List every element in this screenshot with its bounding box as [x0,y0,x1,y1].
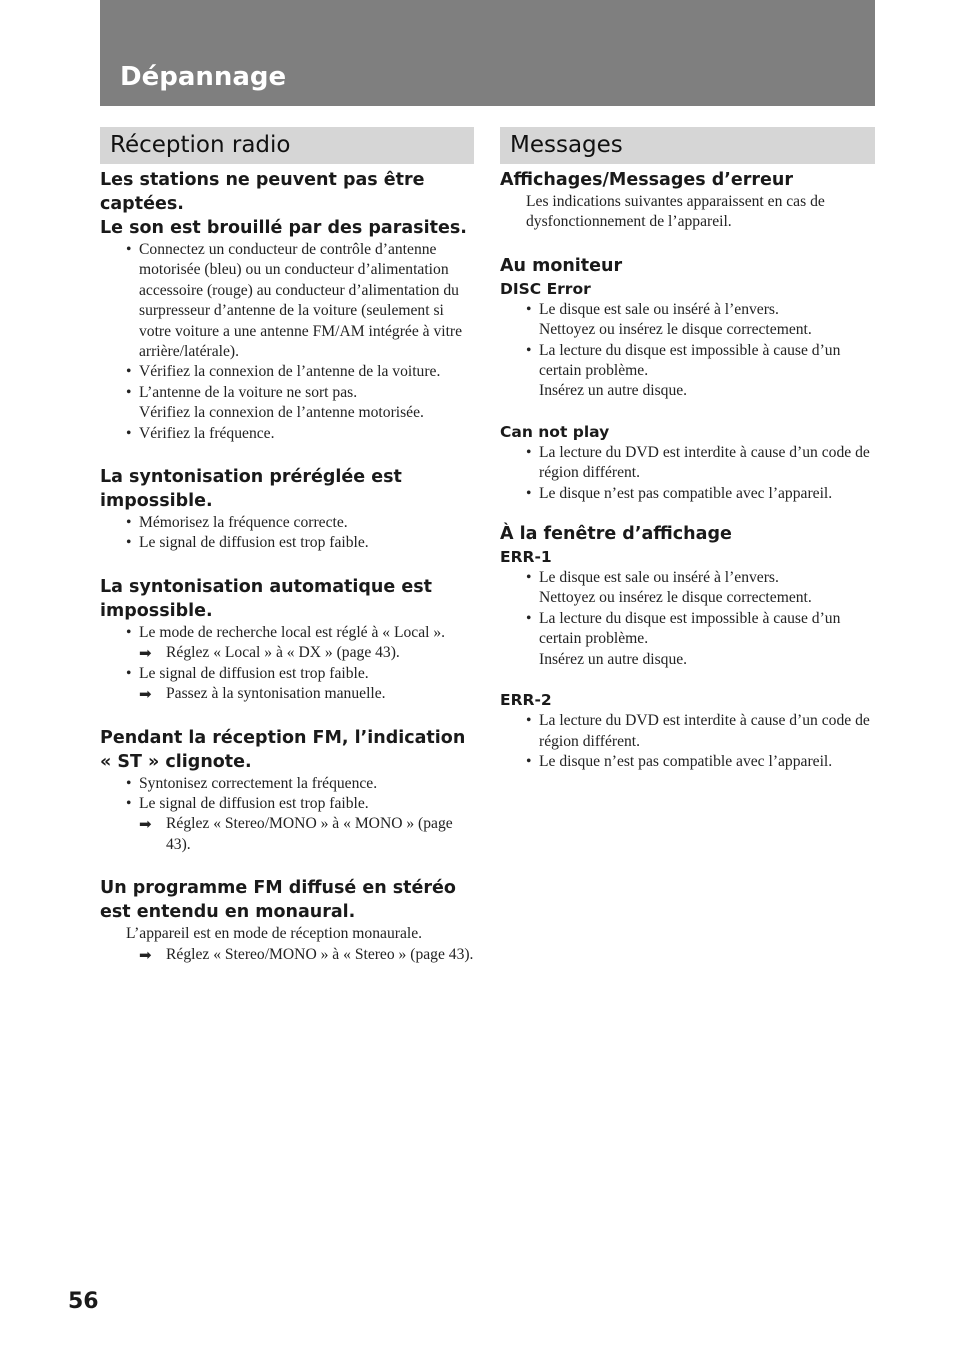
list-item: • La lecture du DVD est interdite à cause d’un code de région différent. [526,443,875,484]
action-text: Passez à la syntonisation manuelle. [166,685,386,703]
cause-text: L’appareil est en mode de réception monaurale. [126,925,423,943]
solution-list [100,774,474,856]
message-label: ERR-1 [500,548,552,567]
subsection-heading: Au moniteur [500,255,623,276]
problem-automatic-tuning [100,575,474,705]
list-item [126,383,474,424]
intro-text: Les indications suivantes apparaissent en cas de dysfonctionnement de l’appareil. [526,193,825,231]
list-item: • Vérifiez la fréquence. [126,424,474,444]
action-line [139,814,474,855]
list-item-text: • Le mode de recherche local est réglé à « Local ». [139,623,446,641]
list-item-text: Vérifiez la connexion de l’antenne motorisée. [139,404,424,422]
right-arrow-icon: ➡ [139,945,152,964]
action-text: Réglez « Stereo/MONO » à « MONO » (page 43). [166,815,453,853]
list-item: • Syntonisez correctement la fréquence. [126,774,474,794]
list-item: • Le signal de diffusion est trop faible. [126,533,474,553]
messages-column [500,127,875,772]
action-line [100,945,474,965]
display-window-messages [500,522,875,772]
solution-list [500,711,875,772]
problem-preset-tuning [100,465,474,554]
message-label: Can not play [500,422,610,441]
list-item [126,664,474,705]
subsection-heading: À la fenêtre d’affichage [500,524,732,545]
right-arrow-icon: ➡ [139,815,152,834]
list-item [126,623,474,664]
section-title-messages: Messages [500,127,875,164]
page-header [100,0,875,106]
action-line [139,643,474,663]
subsection-heading: Affichages/Messages d’erreur [500,170,793,190]
list-item-text: Nettoyez ou insérez le disque correctement. [539,589,812,607]
problem-heading: Les stations ne peuvent pas être captées. [100,170,425,214]
problem-no-stations [100,168,474,444]
problem-heading: Un programme FM diffusé en stéréo est entendu en monaural. [100,878,456,923]
action-text: Réglez « Stereo/MONO » à « Stereo » (page 43). [166,945,474,963]
message-label: DISC Error [500,279,591,298]
list-item-text: • Le signal de diffusion est trop faible. [139,664,369,682]
list-item-text: • La lecture du disque est impossible à cause d’un certain problème. [539,609,841,648]
message-can-not-play [500,421,875,504]
solution-list [500,300,875,402]
problem-heading: La syntonisation automatique est impossible. [100,576,433,621]
list-item [126,794,474,855]
solution-list [500,568,875,670]
page-title: Dépannage [120,62,287,92]
list-item: • Connectez un conducteur de contrôle d’antenne motorisée (bleu) ou un conducteur d’alimentation accessoire (rouge) au conducteur d’alimentation du surpresseur d’antenne de la voiture (seulement si votre voiture a une antenne FM/AM intégrée à vitre arrière/latérale). [126,240,474,362]
solution-list [100,240,474,444]
page-number: 56 [68,1289,99,1314]
list-item-text: • Le disque est sale ou inséré à l’envers. [539,300,779,318]
list-item-text: • L’antenne de la voiture ne sort pas. [139,383,358,401]
right-arrow-icon: ➡ [139,644,152,663]
list-item-text: • La lecture du disque est impossible à cause d’un certain problème. [539,341,841,380]
radio-reception-column [100,127,474,965]
list-item: • Mémorisez la fréquence correcte. [126,513,474,533]
solution-list [100,513,474,554]
message-err-2 [500,689,875,772]
list-item-text: • Le disque est sale ou inséré à l’envers. [539,569,779,587]
list-item-text: Nettoyez ou insérez le disque correctement. [539,321,812,339]
action-line [139,684,474,704]
monitor-messages [500,254,875,504]
list-item [526,341,875,402]
message-disc-error [500,278,875,402]
problem-heading: Le son est brouillé par des parasites. [100,218,467,238]
problem-st-blinking [100,726,474,856]
problem-heading: La syntonisation préréglée est impossible. [100,467,402,512]
list-item [526,300,875,341]
message-label: ERR-2 [500,691,552,710]
list-item [526,609,875,670]
list-item [526,568,875,609]
list-item-text: Insérez un autre disque. [539,650,688,668]
list-item: • Le disque n’est pas compatible avec l’appareil. [526,752,875,772]
list-item-text: • Le signal de diffusion est trop faible. [139,794,369,812]
problem-heading: Pendant la réception FM, l’indication « ST » clignote. [100,727,466,772]
problem-fm-mono [100,876,474,965]
error-messages-intro [500,168,875,233]
action-text: Réglez « Local » à « DX » (page 43). [166,644,400,662]
list-item: • Le disque n’est pas compatible avec l’appareil. [526,484,875,504]
right-arrow-icon: ➡ [139,685,152,704]
solution-list [500,443,875,504]
section-title-radio-reception: Réception radio [100,127,474,164]
list-item: • La lecture du DVD est interdite à cause d’un code de région différent. [526,711,875,752]
message-err-1 [500,546,875,670]
solution-list [100,623,474,705]
list-item-text: Insérez un autre disque. [539,382,688,400]
list-item: • Vérifiez la connexion de l’antenne de la voiture. [126,362,474,382]
